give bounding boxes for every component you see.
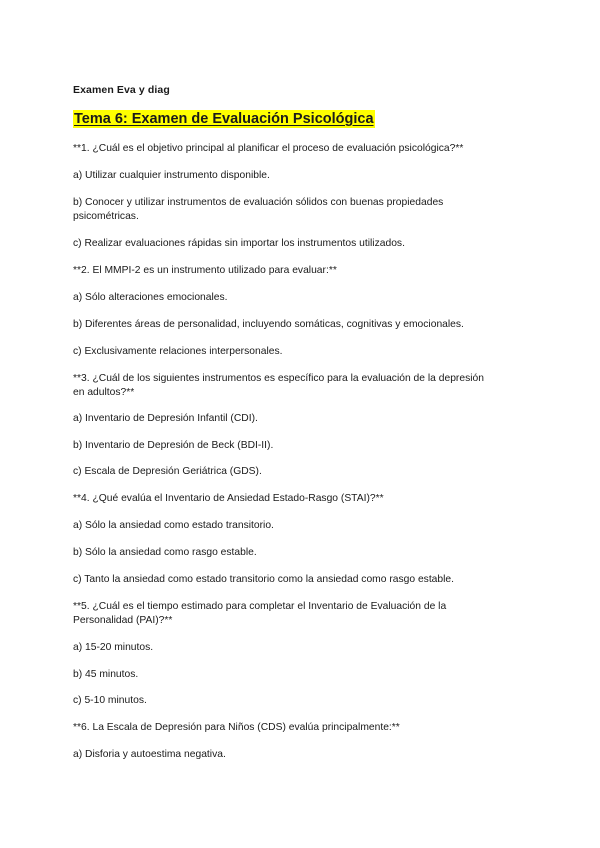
option-4a: a) Sólo la ansiedad como estado transitorio. [73,520,274,531]
option-5a: a) 15-20 minutos. [73,642,154,653]
option-5c: c) 5-10 minutos. [73,695,147,706]
question-2: **2. El MMPI-2 es un instrumento utilizado para evaluar:** [73,265,337,276]
option-1a: a) Utilizar cualquier instrumento disponible. [73,170,270,181]
question-3-cont: en adultos?** [73,387,135,398]
question-5-cont: Personalidad (PAI)?** [73,615,173,626]
option-3c: c) Escala de Depresión Geriátrica (GDS). [73,466,262,477]
question-6: **6. La Escala de Depresión para Niños (CDS) evalúa principalmente:** [73,722,400,733]
option-3a: a) Inventario de Depresión Infantil (CDI). [73,413,258,424]
question-1: **1. ¿Cuál es el objetivo principal al planificar el proceso de evaluación psicológica?** [73,143,464,154]
option-2b: b) Diferentes áreas de personalidad, incluyendo somáticas, cognitivas y emocionales. [73,319,464,330]
option-4b: b) Sólo la ansiedad como rasgo estable. [73,547,257,558]
option-1b-cont: psicométricas. [73,211,139,222]
question-3: **3. ¿Cuál de los siguientes instrumentos es específico para la evaluación de la depresión [73,373,484,384]
option-5b: b) 45 minutos. [73,669,139,680]
question-5: **5. ¿Cuál es el tiempo estimado para completar el Inventario de Evaluación de la [73,601,447,612]
option-2a: a) Sólo alteraciones emocionales. [73,292,228,303]
option-1c: c) Realizar evaluaciones rápidas sin importar los instrumentos utilizados. [73,238,405,249]
option-2c: c) Exclusivamente relaciones interpersonales. [73,346,283,357]
section-heading: Tema 6: Examen de Evaluación Psicológica [74,111,374,127]
option-3b: b) Inventario de Depresión de Beck (BDI-II). [73,440,274,451]
question-4: **4. ¿Qué evalúa el Inventario de Ansiedad Estado-Rasgo (STAI)?** [73,493,384,504]
option-6a: a) Disforia y autoestima negativa. [73,749,226,760]
option-1b: b) Conocer y utilizar instrumentos de evaluación sólidos con buenas propiedades [73,197,444,208]
document-title: Examen Eva y diag [73,84,170,96]
option-4c: c) Tanto la ansiedad como estado transitorio como la ansiedad como rasgo estable. [73,574,455,585]
